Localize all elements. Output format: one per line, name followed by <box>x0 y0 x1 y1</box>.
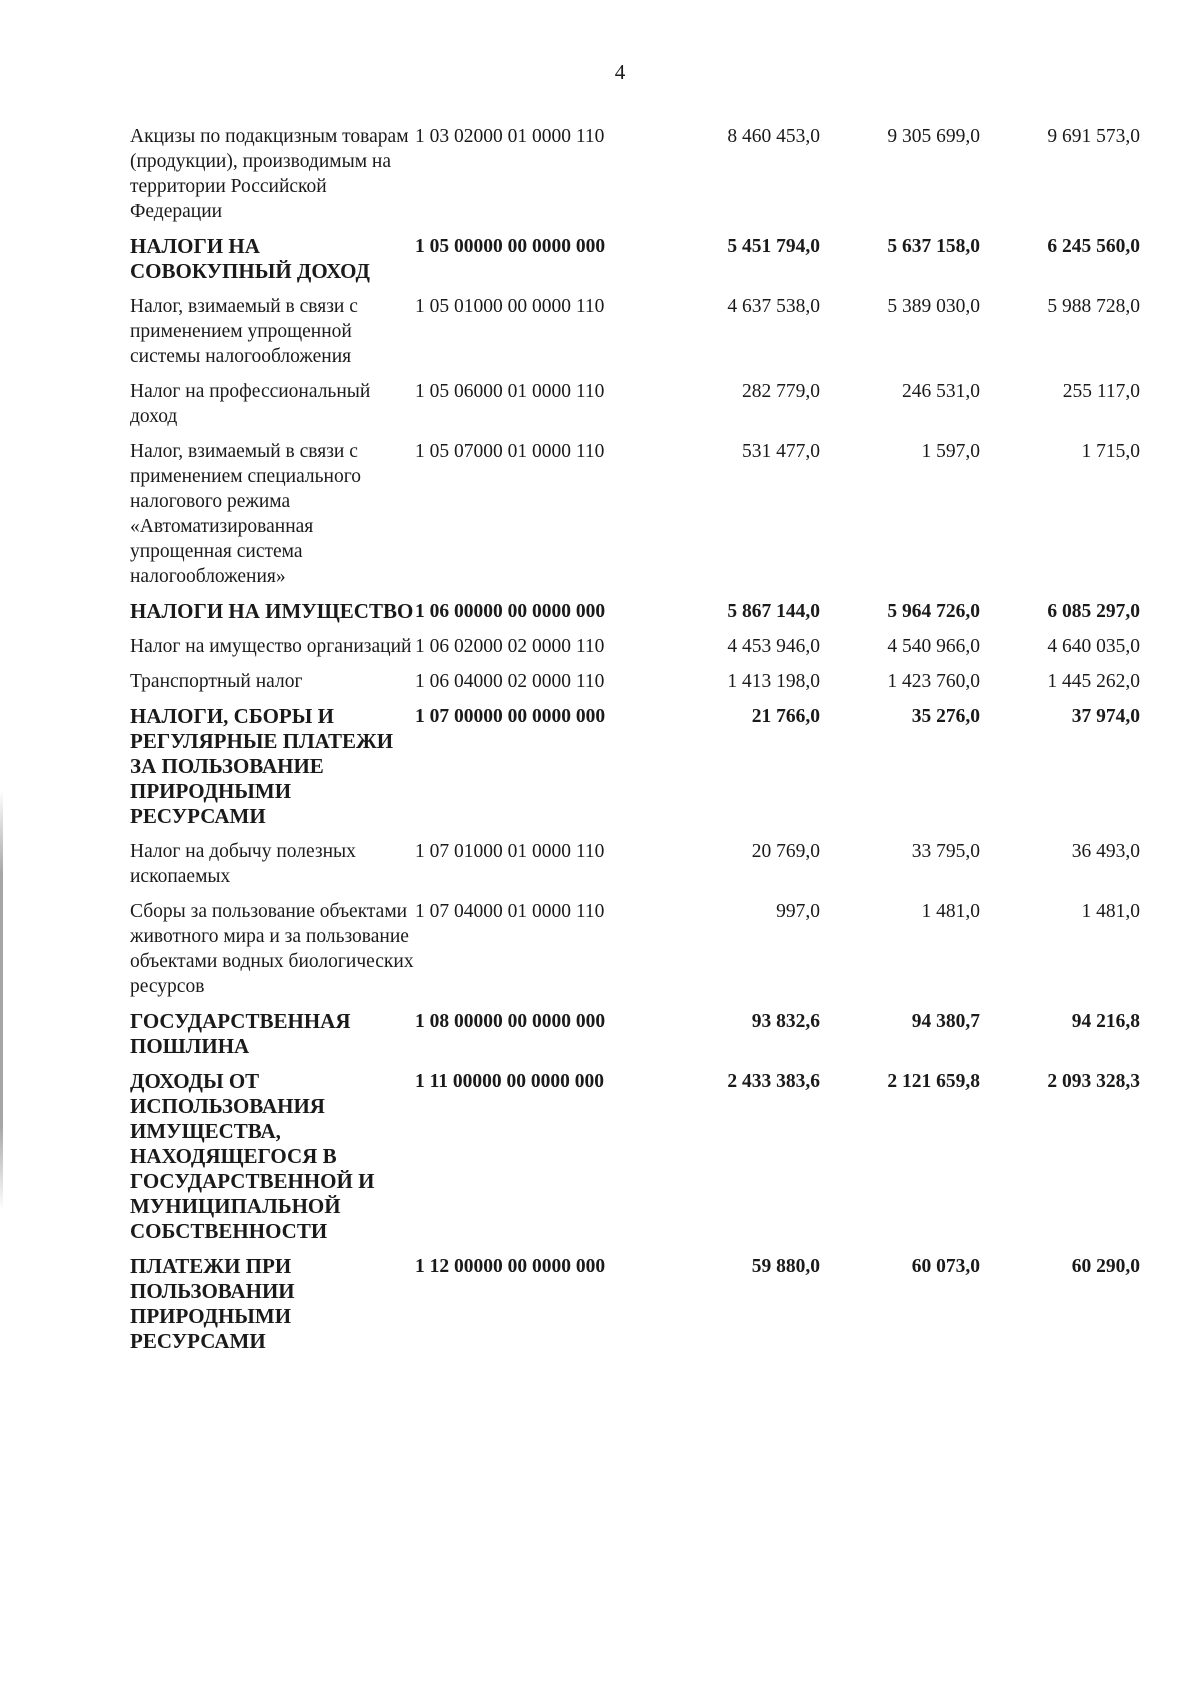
table-row <box>130 439 1140 599</box>
row-code: 1 08 00000 00 0000 000 <box>415 1011 606 1032</box>
row-code: 1 06 02000 02 0000 110 <box>415 636 605 657</box>
row-name: ПЛАТЕЖИ ПРИ ПОЛЬЗОВАНИИ ПРИРОДНЫМИ РЕСУРСАМИ <box>130 1254 295 1353</box>
row-code: 1 05 06000 01 0000 110 <box>415 381 605 402</box>
row-value-1: 4 453 946,0 <box>727 636 820 657</box>
row-value-2: 9 305 699,0 <box>887 126 980 147</box>
row-value-3: 2 093 328,3 <box>1047 1071 1140 1092</box>
row-name: Транспортный налог <box>130 671 303 692</box>
row-name: НАЛОГИ НА СОВОКУПНЫЙ ДОХОД <box>130 234 370 283</box>
row-name: НАЛОГИ, СБОРЫ И РЕГУЛЯРНЫЕ ПЛАТЕЖИ ЗА ПОЛЬЗОВАНИЕ ПРИРОДНЫМИ РЕСУРСАМИ <box>130 704 394 828</box>
row-name: НАЛОГИ НА ИМУЩЕСТВО <box>130 599 414 623</box>
table-row <box>130 1009 1140 1069</box>
row-code: 1 05 00000 00 0000 000 <box>415 236 606 257</box>
row-name: Сборы за пользование объектами животного мира и за пользование объектами водных биологических ресурсов <box>130 901 414 997</box>
row-value-3: 5 988 728,0 <box>1047 296 1140 317</box>
row-code: 1 07 01000 01 0000 110 <box>415 841 605 862</box>
table-row <box>130 294 1140 379</box>
row-code: 1 11 00000 00 0000 000 <box>415 1071 605 1092</box>
table-row <box>130 124 1140 234</box>
row-value-3: 1 715,0 <box>1081 441 1140 462</box>
row-value-2: 94 380,7 <box>911 1011 980 1032</box>
row-name: Налог на имущество организаций <box>130 636 412 657</box>
row-value-1: 997,0 <box>776 901 820 922</box>
row-value-2: 4 540 966,0 <box>887 636 980 657</box>
table-row <box>130 1254 1140 1364</box>
table-row <box>130 234 1140 294</box>
table-row <box>130 599 1140 634</box>
row-value-2: 1 423 760,0 <box>887 671 980 692</box>
row-value-3: 37 974,0 <box>1071 706 1140 727</box>
row-name: Налог, взимаемый в связи с применением специального налогового режима «Автоматизированная упрощенная система налогообложения» <box>130 441 361 587</box>
row-code: 1 05 01000 00 0000 110 <box>415 296 605 317</box>
row-value-3: 60 290,0 <box>1071 1256 1140 1277</box>
table-row <box>130 899 1140 1009</box>
row-value-1: 4 637 538,0 <box>727 296 820 317</box>
row-name: ДОХОДЫ ОТ ИСПОЛЬЗОВАНИЯ ИМУЩЕСТВА, НАХОДЯЩЕГОСЯ В ГОСУДАРСТВЕННОЙ И МУНИЦИПАЛЬНОЙ СОБСТВЕННОСТИ <box>130 1069 375 1243</box>
row-value-1: 2 433 383,6 <box>727 1071 820 1092</box>
row-value-2: 1 597,0 <box>921 441 980 462</box>
row-code: 1 07 00000 00 0000 000 <box>415 706 606 727</box>
row-code: 1 05 07000 01 0000 110 <box>415 441 605 462</box>
row-value-2: 60 073,0 <box>911 1256 980 1277</box>
row-value-3: 4 640 035,0 <box>1047 636 1140 657</box>
row-value-2: 1 481,0 <box>921 901 980 922</box>
row-value-3: 1 481,0 <box>1081 901 1140 922</box>
row-name: Налог на добычу полезных ископаемых <box>130 841 356 887</box>
table-row <box>130 704 1140 839</box>
row-value-3: 9 691 573,0 <box>1047 126 1140 147</box>
row-name: Налог на профессиональный доход <box>130 381 371 427</box>
revenue-table <box>130 124 1140 1364</box>
row-value-2: 2 121 659,8 <box>887 1071 980 1092</box>
row-code: 1 07 04000 01 0000 110 <box>415 901 605 922</box>
row-value-2: 246 531,0 <box>902 381 980 402</box>
row-name: Налог, взимаемый в связи с применением упрощенной системы налогообложения <box>130 296 358 367</box>
row-value-1: 8 460 453,0 <box>727 126 820 147</box>
row-value-3: 36 493,0 <box>1071 841 1140 862</box>
row-name: Акцизы по подакцизным товарам (продукции), производимым на территории Российской Федерации <box>130 126 409 222</box>
row-value-2: 35 276,0 <box>911 706 980 727</box>
table-row <box>130 1069 1140 1254</box>
row-value-1: 1 413 198,0 <box>727 671 820 692</box>
row-code: 1 06 04000 02 0000 110 <box>415 671 605 692</box>
row-value-1: 20 769,0 <box>751 841 820 862</box>
row-value-1: 5 451 794,0 <box>727 236 820 257</box>
row-value-1: 531 477,0 <box>742 441 820 462</box>
revenue-table-body <box>130 124 1140 1364</box>
page-number: 4 <box>614 60 626 84</box>
row-code: 1 06 00000 00 0000 000 <box>415 601 606 622</box>
row-value-1: 59 880,0 <box>751 1256 820 1277</box>
row-value-1: 21 766,0 <box>751 706 820 727</box>
row-value-1: 93 832,6 <box>751 1011 820 1032</box>
table-row <box>130 669 1140 704</box>
row-value-3: 94 216,8 <box>1071 1011 1140 1032</box>
row-value-3: 6 085 297,0 <box>1047 601 1140 622</box>
row-value-2: 33 795,0 <box>911 841 980 862</box>
row-value-1: 282 779,0 <box>742 381 820 402</box>
table-row <box>130 839 1140 899</box>
row-value-2: 5 964 726,0 <box>887 601 980 622</box>
scan-edge-shadow <box>0 790 3 1210</box>
row-name: ГОСУДАРСТВЕННАЯ ПОШЛИНА <box>130 1009 351 1058</box>
row-code: 1 12 00000 00 0000 000 <box>415 1256 606 1277</box>
table-row <box>130 634 1140 669</box>
table-row <box>130 379 1140 439</box>
row-value-2: 5 389 030,0 <box>887 296 980 317</box>
row-value-3: 255 117,0 <box>1062 381 1140 402</box>
row-value-3: 1 445 262,0 <box>1047 671 1140 692</box>
row-value-3: 6 245 560,0 <box>1047 236 1140 257</box>
row-code: 1 03 02000 01 0000 110 <box>415 126 605 147</box>
row-value-1: 5 867 144,0 <box>727 601 820 622</box>
row-value-2: 5 637 158,0 <box>887 236 980 257</box>
